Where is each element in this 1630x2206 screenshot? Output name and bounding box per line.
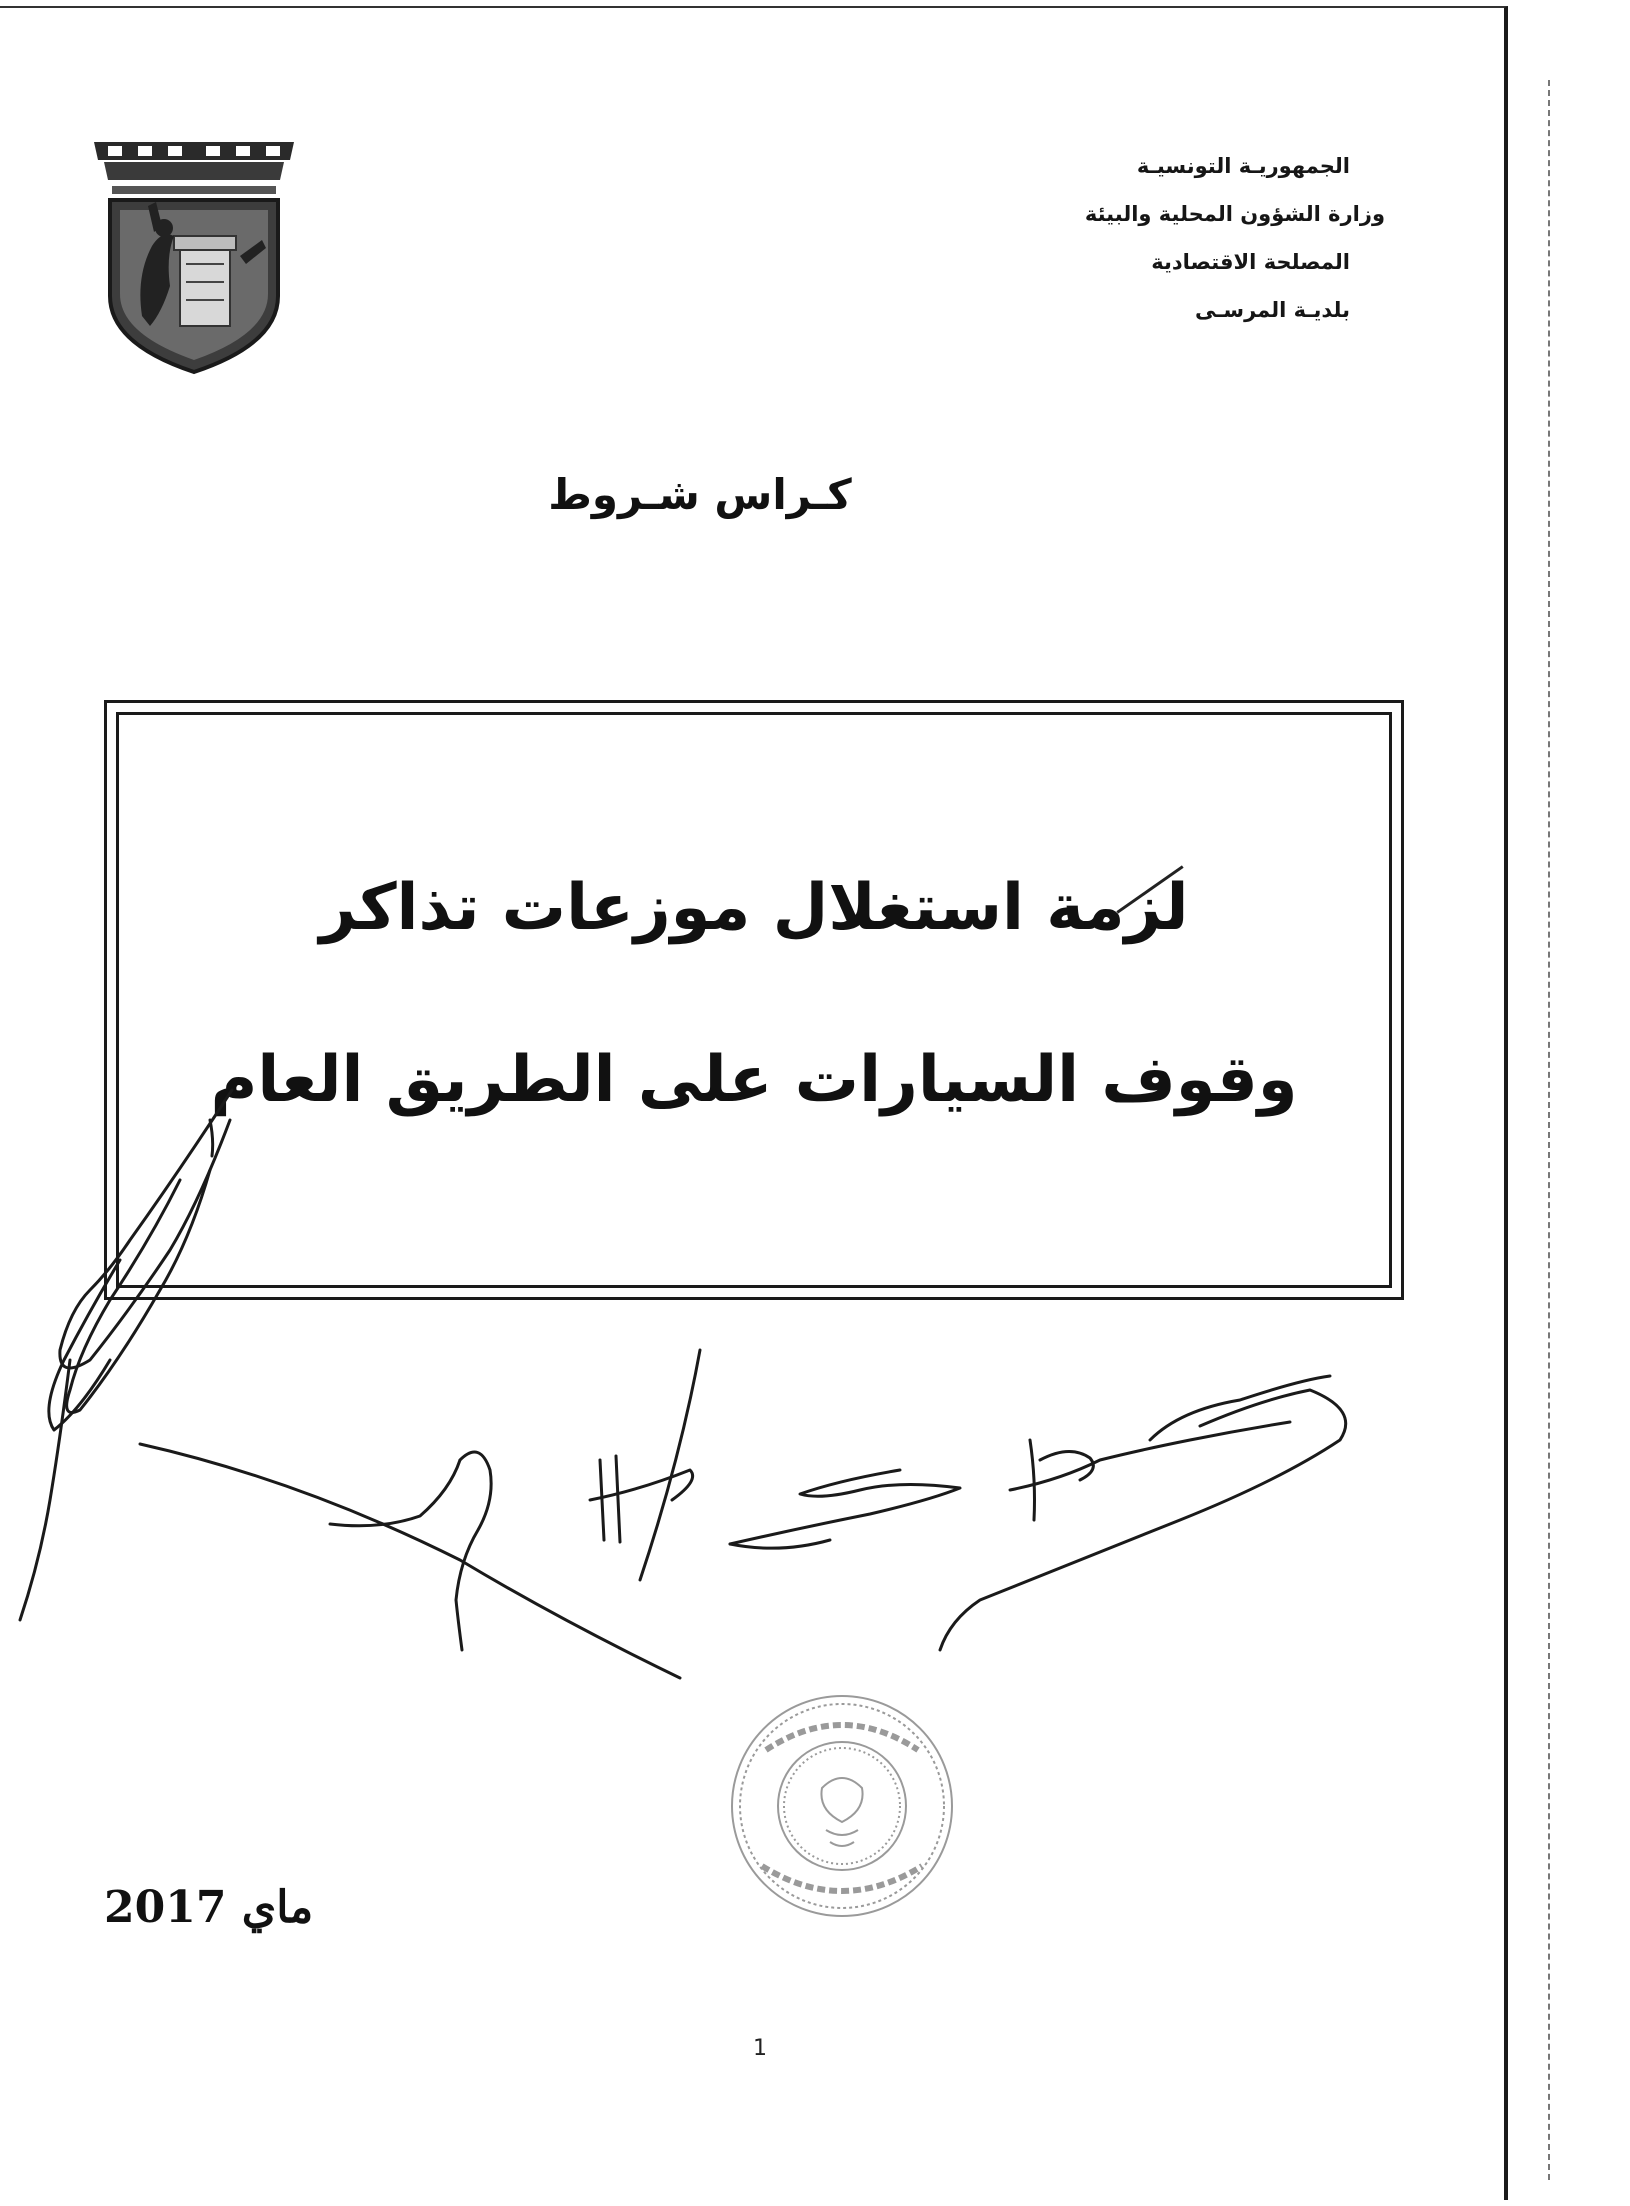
handwritten-signatures bbox=[0, 1060, 1400, 1680]
document-type-label: كـراس شـروط bbox=[548, 470, 852, 519]
signature-far-right bbox=[940, 1376, 1346, 1650]
official-stamp-icon bbox=[726, 1690, 958, 1922]
signature-left bbox=[20, 1090, 232, 1620]
binding-perforation bbox=[1548, 80, 1570, 2180]
title-line-1: لزمة استغلال موزعات تذاكر bbox=[319, 871, 1189, 945]
municipality-crest-icon bbox=[90, 136, 298, 376]
page-number: 1 bbox=[753, 2036, 767, 2061]
signature-center-long bbox=[140, 1444, 680, 1678]
signature-middle bbox=[590, 1350, 700, 1580]
title-line-2: وقوف السيارات على الطريق العام bbox=[210, 1043, 1298, 1117]
document-date: ماي 2017 bbox=[104, 1882, 314, 1933]
header-ministry: وزارة الشؤون المحلية والبيئة bbox=[1084, 202, 1385, 226]
header-municipality: بلديـة المرسـى bbox=[1195, 298, 1350, 322]
header-republic: الجمهوريـة التونسيـة bbox=[1136, 154, 1350, 178]
header-block bbox=[930, 142, 1385, 334]
header-department: المصلحة الاقتصادية bbox=[1151, 250, 1350, 274]
signature-right-arrow bbox=[730, 1470, 960, 1548]
